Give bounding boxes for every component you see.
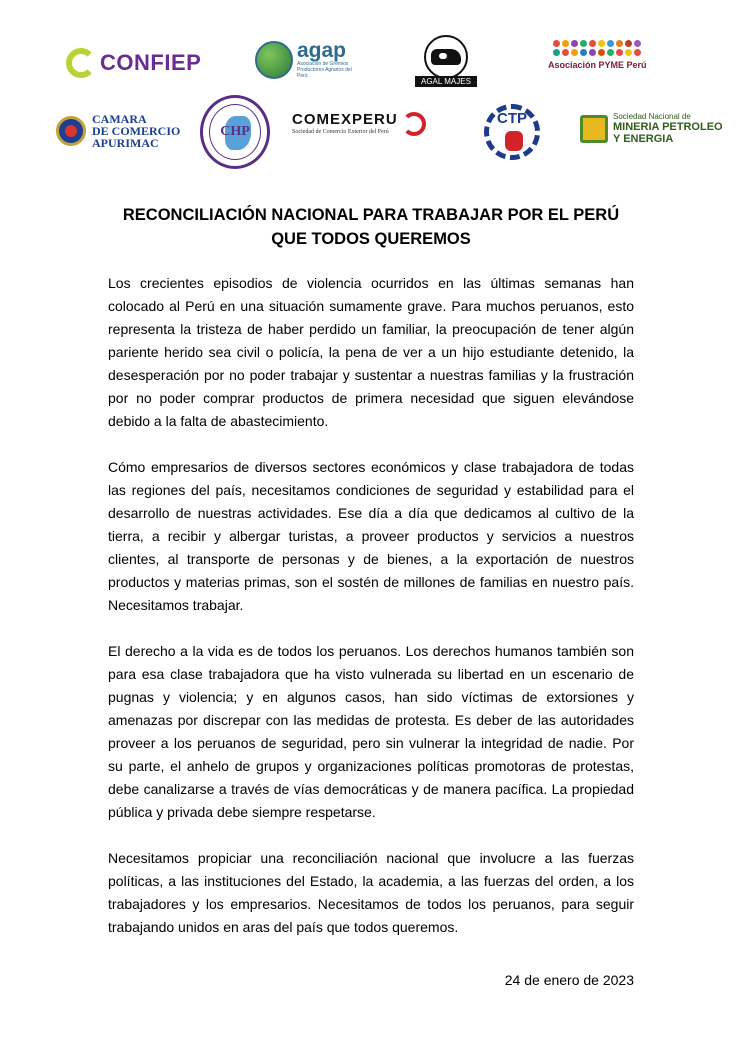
logo-header: [0, 0, 741, 185]
document-date: 24 de enero de 2023: [504, 972, 634, 988]
agap-logo-subtitle: Asociación de Gremios Productores Agrarios del Perú: [297, 61, 352, 79]
cow-icon: [424, 35, 468, 79]
paragraph: El derecho a la vida es de todos los peruanos. Los derechos humanos también son para esa clase trabajadora que ha visto vulnerada su libertad en un escenario de pugnas y violencia; y en algunos casos, han sido víctimas de extorsiones y amenazas por discrepar con las medidas de protesta. Es deber de las autoridades proveer a los peruanos de seguridad, pero sin vulnerar la integridad de nadie. Por su parte, el anhelo de grupos y organizaciones políticas promotoras de protestas, debe canalizarse a través de vías democráticas y de manera pacífica. La propiedad pública y privada debe siempre respetarse.: [108, 643, 634, 820]
pyme-dot: [616, 49, 623, 56]
pyme-peru-logo-text: Asociación PYME Perú: [548, 60, 647, 70]
worker-icon: [505, 131, 523, 151]
pyme-dot: [634, 40, 641, 47]
pyme-dot: [553, 49, 560, 56]
snmpe-logo: [580, 112, 723, 145]
pyme-dot: [553, 40, 560, 47]
agap-logo-text: agap: [297, 39, 347, 62]
chp-logo-text: CHP: [220, 124, 250, 139]
snmpe-mark-icon: [580, 115, 608, 143]
camara-apurimac-logo: [56, 113, 180, 149]
agal-majes-logo-text: AGAL MAJES: [415, 76, 477, 87]
pyme-dots-icon: [553, 40, 641, 56]
paragraph: Necesitamos propiciar una reconciliación nacional que involucre a las fuerzas políticas, a las instituciones del Estado, la academia, a las fuerzas del orden, a los trabajadores y los empresarios. Necesitamos de todos los peruanos, para seguir trabajando unidos en aras del país que todos queremos.: [108, 850, 634, 935]
pyme-peru-logo: [548, 40, 647, 70]
comexperu-swirl-icon: [402, 112, 426, 136]
comexperu-logo: [292, 112, 426, 136]
apurimac-seal-icon: [56, 116, 86, 146]
document-title-line2: QUE TODOS QUEREMOS: [271, 230, 471, 248]
statement-document: [108, 203, 634, 992]
paragraph: Cómo empresarios de diversos sectores económicos y clase trabajadora de todas las regiones del país, necesitamos condiciones de seguridad y estabilidad para el desarrollo de nuestras actividades. Ese día a día que dedicamos al cultivo de la tierra, a recibir y albergar turistas, a proveer productos y servicios a nuestros clientes, al transporte de personas y de bienes, a la exportación de nuestros productos y materias primas, son el sostén de millones de familias en nuestro país. Necesitamos trabajar.: [108, 459, 634, 613]
confiep-logo: [66, 48, 201, 78]
pyme-dot: [571, 40, 578, 47]
agal-majes-logo: [415, 35, 477, 87]
comexperu-logo-subtitle: Sociedad de Comercio Exterior del Perú: [292, 129, 389, 135]
pyme-dot: [634, 49, 641, 56]
pyme-dot: [580, 49, 587, 56]
document-title: [108, 203, 634, 251]
camara-hotelera-logo: [200, 95, 270, 169]
pyme-dot: [589, 49, 596, 56]
paragraph: Los crecientes episodios de violencia ocurridos en las últimas semanas han colocado al Perú en una situación sumamente grave. Para muchos peruanos, esto representa la tristeza de haber perdido un familiar, la preocupación de tener algún pariente herido sea civil o policía, la pena de ver a un hijo estudiante detenido, la desesperación por no poder trabajar y sustentar a nuestras familias y la frustración por no poder comprar productos de primera necesidad que siguen elevándose debido a la falta de abastecimiento.: [108, 275, 634, 429]
pyme-dot: [562, 40, 569, 47]
confiep-logo-text: CONFIEP: [100, 50, 202, 75]
snmpe-logo-line3: Y ENERGIA: [613, 133, 674, 145]
gear-icon: [484, 104, 540, 160]
agap-logo: [255, 41, 357, 79]
pyme-dot: [607, 40, 614, 47]
pyme-dot: [625, 49, 632, 56]
confiep-mark-icon: [66, 48, 96, 78]
document-title-line1: RECONCILIACIÓN NACIONAL PARA TRABAJAR POR EL PERÚ: [122, 206, 620, 224]
ctp-logo: [484, 104, 540, 160]
camara-apurimac-logo-text: CAMARA DE COMERCIO APURIMAC: [92, 112, 181, 150]
comexperu-logo-text: COMEXPERU: [292, 111, 398, 128]
snmpe-logo-line2: MINERIA PETROLEO: [613, 121, 723, 133]
snmpe-logo-line1: Sociedad Nacional de: [613, 112, 691, 121]
pyme-dot: [616, 40, 623, 47]
ctp-logo-text: CTP: [497, 110, 527, 127]
pyme-dot: [598, 40, 605, 47]
pyme-dot: [598, 49, 605, 56]
pyme-dot: [562, 49, 569, 56]
pyme-dot: [625, 40, 632, 47]
agap-globe-icon: [255, 41, 293, 79]
pyme-dot: [607, 49, 614, 56]
pyme-dot: [571, 49, 578, 56]
pyme-dot: [580, 40, 587, 47]
chp-seal-icon: [200, 95, 270, 169]
pyme-dot: [589, 40, 596, 47]
